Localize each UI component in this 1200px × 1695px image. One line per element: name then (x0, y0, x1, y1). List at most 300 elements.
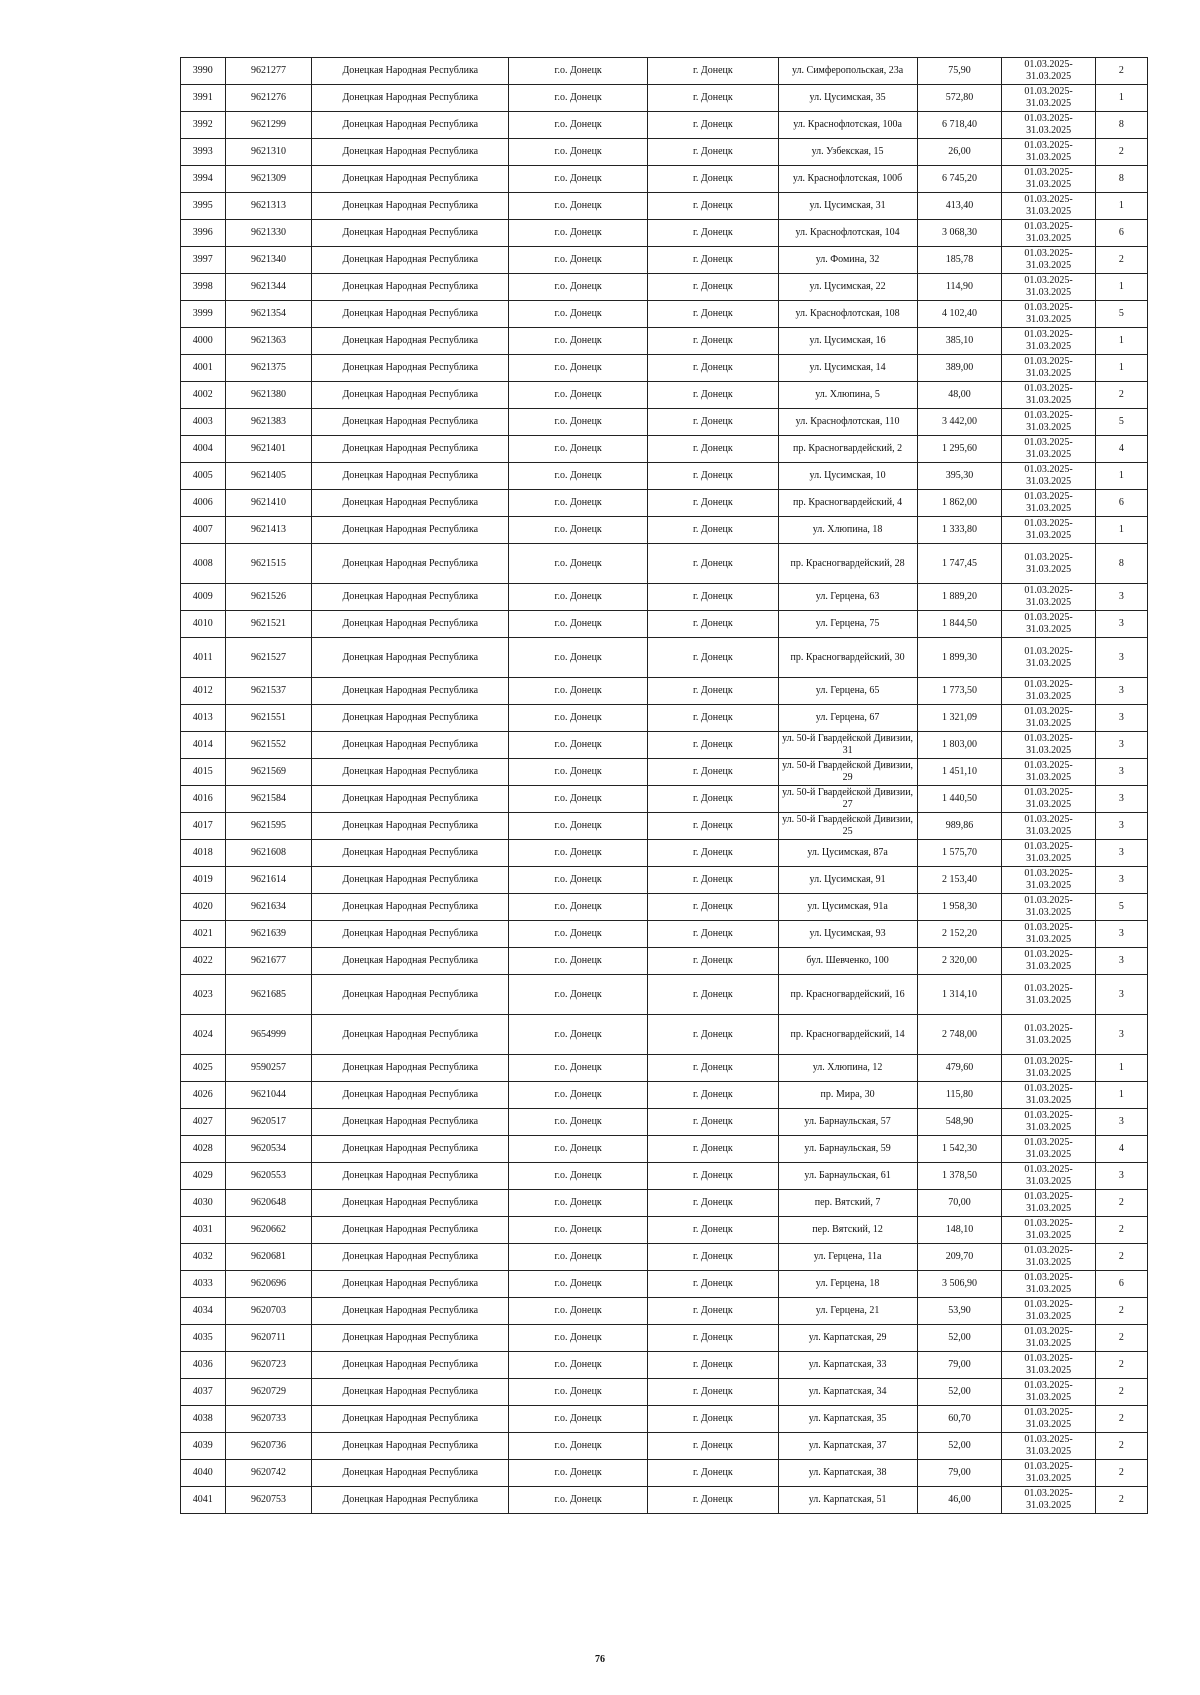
table-row (181, 409, 1148, 436)
count-cell: 4 (1095, 1136, 1147, 1163)
row-number-cell: 4000 (181, 328, 226, 355)
count-cell: 6 (1095, 220, 1147, 247)
object-id-cell: 9621685 (225, 975, 312, 1015)
area-cell: 2 153,40 (917, 867, 1002, 894)
table-row (181, 948, 1148, 975)
period-cell: 01.03.2025- 31.03.2025 (1002, 975, 1095, 1015)
period-cell: 01.03.2025- 31.03.2025 (1002, 1109, 1095, 1136)
object-id-cell: 9620517 (225, 1109, 312, 1136)
table-row (181, 490, 1148, 517)
region-cell: Донецкая Народная Республика (312, 463, 509, 490)
object-id-cell: 9621363 (225, 328, 312, 355)
period-cell: 01.03.2025- 31.03.2025 (1002, 58, 1095, 85)
period-cell: 01.03.2025- 31.03.2025 (1002, 382, 1095, 409)
area-cell: 52,00 (917, 1379, 1002, 1406)
address-cell: ул. Карпатская, 38 (778, 1460, 917, 1487)
district-cell: г.о. Донецк (509, 1244, 648, 1271)
period-cell: 01.03.2025- 31.03.2025 (1002, 1433, 1095, 1460)
region-cell: Донецкая Народная Республика (312, 1244, 509, 1271)
row-number-cell: 4041 (181, 1487, 226, 1514)
city-cell: г. Донецк (648, 58, 778, 85)
city-cell: г. Донецк (648, 948, 778, 975)
object-id-cell: 9621405 (225, 463, 312, 490)
area-cell: 52,00 (917, 1325, 1002, 1352)
table-row (181, 193, 1148, 220)
region-cell: Донецкая Народная Республика (312, 1487, 509, 1514)
count-cell: 2 (1095, 1298, 1147, 1325)
period-cell: 01.03.2025- 31.03.2025 (1002, 894, 1095, 921)
row-number-cell: 4012 (181, 678, 226, 705)
object-id-cell: 9621608 (225, 840, 312, 867)
address-cell: пр. Красногвардейский, 30 (778, 638, 917, 678)
period-cell: 01.03.2025- 31.03.2025 (1002, 1298, 1095, 1325)
count-cell: 1 (1095, 274, 1147, 301)
count-cell: 1 (1095, 463, 1147, 490)
city-cell: г. Донецк (648, 382, 778, 409)
area-cell: 1 314,10 (917, 975, 1002, 1015)
region-cell: Донецкая Народная Республика (312, 813, 509, 840)
area-cell: 52,00 (917, 1433, 1002, 1460)
object-id-cell: 9620662 (225, 1217, 312, 1244)
period-cell: 01.03.2025- 31.03.2025 (1002, 409, 1095, 436)
table-row (181, 1487, 1148, 1514)
table-row (181, 584, 1148, 611)
region-cell: Донецкая Народная Республика (312, 948, 509, 975)
city-cell: г. Донецк (648, 1406, 778, 1433)
district-cell: г.о. Донецк (509, 705, 648, 732)
district-cell: г.о. Донецк (509, 1271, 648, 1298)
period-cell: 01.03.2025- 31.03.2025 (1002, 1406, 1095, 1433)
table-row (181, 638, 1148, 678)
object-id-cell: 9621309 (225, 166, 312, 193)
area-cell: 1 773,50 (917, 678, 1002, 705)
address-cell: ул. Цусимская, 10 (778, 463, 917, 490)
region-cell: Донецкая Народная Республика (312, 220, 509, 247)
property-table (180, 57, 1148, 1514)
area-cell: 1 862,00 (917, 490, 1002, 517)
district-cell: г.о. Донецк (509, 490, 648, 517)
district-cell: г.о. Донецк (509, 1190, 648, 1217)
district-cell: г.о. Донецк (509, 247, 648, 274)
object-id-cell: 9620681 (225, 1244, 312, 1271)
object-id-cell: 9621340 (225, 247, 312, 274)
city-cell: г. Донецк (648, 1271, 778, 1298)
region-cell: Донецкая Народная Республика (312, 58, 509, 85)
area-cell: 1 889,20 (917, 584, 1002, 611)
count-cell: 3 (1095, 1163, 1147, 1190)
city-cell: г. Донецк (648, 1433, 778, 1460)
address-cell: ул. Хлюпина, 12 (778, 1055, 917, 1082)
table-row (181, 1352, 1148, 1379)
count-cell: 4 (1095, 436, 1147, 463)
row-number-cell: 4010 (181, 611, 226, 638)
city-cell: г. Донецк (648, 193, 778, 220)
row-number-cell: 4022 (181, 948, 226, 975)
object-id-cell: 9621410 (225, 490, 312, 517)
count-cell: 8 (1095, 544, 1147, 584)
district-cell: г.о. Донецк (509, 611, 648, 638)
row-number-cell: 4004 (181, 436, 226, 463)
count-cell: 1 (1095, 517, 1147, 544)
address-cell: пер. Вятский, 7 (778, 1190, 917, 1217)
city-cell: г. Донецк (648, 85, 778, 112)
region-cell: Донецкая Народная Республика (312, 193, 509, 220)
row-number-cell: 4028 (181, 1136, 226, 1163)
district-cell: г.о. Донецк (509, 867, 648, 894)
district-cell: г.о. Донецк (509, 1217, 648, 1244)
region-cell: Донецкая Народная Республика (312, 409, 509, 436)
area-cell: 79,00 (917, 1460, 1002, 1487)
city-cell: г. Донецк (648, 247, 778, 274)
period-cell: 01.03.2025- 31.03.2025 (1002, 1136, 1095, 1163)
district-cell: г.о. Донецк (509, 1433, 648, 1460)
region-cell: Донецкая Народная Республика (312, 112, 509, 139)
object-id-cell: 9620703 (225, 1298, 312, 1325)
district-cell: г.о. Донецк (509, 409, 648, 436)
table-row (181, 1190, 1148, 1217)
count-cell: 2 (1095, 1406, 1147, 1433)
period-cell: 01.03.2025- 31.03.2025 (1002, 112, 1095, 139)
period-cell: 01.03.2025- 31.03.2025 (1002, 867, 1095, 894)
count-cell: 2 (1095, 58, 1147, 85)
city-cell: г. Донецк (648, 1136, 778, 1163)
object-id-cell: 9621569 (225, 759, 312, 786)
object-id-cell: 9620729 (225, 1379, 312, 1406)
object-id-cell: 9621584 (225, 786, 312, 813)
area-cell: 70,00 (917, 1190, 1002, 1217)
count-cell: 1 (1095, 355, 1147, 382)
district-cell: г.о. Донецк (509, 921, 648, 948)
count-cell: 5 (1095, 409, 1147, 436)
row-number-cell: 4037 (181, 1379, 226, 1406)
object-id-cell: 9621515 (225, 544, 312, 584)
district-cell: г.о. Донецк (509, 1352, 648, 1379)
area-cell: 2 320,00 (917, 948, 1002, 975)
period-cell: 01.03.2025- 31.03.2025 (1002, 166, 1095, 193)
table-row (181, 301, 1148, 328)
period-cell: 01.03.2025- 31.03.2025 (1002, 1082, 1095, 1109)
region-cell: Донецкая Народная Республика (312, 301, 509, 328)
period-cell: 01.03.2025- 31.03.2025 (1002, 1190, 1095, 1217)
city-cell: г. Донецк (648, 759, 778, 786)
region-cell: Донецкая Народная Республика (312, 1460, 509, 1487)
period-cell: 01.03.2025- 31.03.2025 (1002, 247, 1095, 274)
count-cell: 3 (1095, 1109, 1147, 1136)
period-cell: 01.03.2025- 31.03.2025 (1002, 638, 1095, 678)
object-id-cell: 9654999 (225, 1015, 312, 1055)
row-number-cell: 4007 (181, 517, 226, 544)
count-cell: 3 (1095, 948, 1147, 975)
district-cell: г.о. Донецк (509, 517, 648, 544)
district-cell: г.о. Донецк (509, 1487, 648, 1514)
period-cell: 01.03.2025- 31.03.2025 (1002, 193, 1095, 220)
table-row (181, 1109, 1148, 1136)
address-cell: ул. Герцена, 67 (778, 705, 917, 732)
count-cell: 2 (1095, 1433, 1147, 1460)
city-cell: г. Донецк (648, 328, 778, 355)
count-cell: 2 (1095, 1244, 1147, 1271)
city-cell: г. Донецк (648, 921, 778, 948)
count-cell: 6 (1095, 1271, 1147, 1298)
table-row (181, 1163, 1148, 1190)
area-cell: 6 745,20 (917, 166, 1002, 193)
count-cell: 3 (1095, 975, 1147, 1015)
area-cell: 48,00 (917, 382, 1002, 409)
address-cell: ул. Герцена, 75 (778, 611, 917, 638)
address-cell: ул. Герцена, 21 (778, 1298, 917, 1325)
district-cell: г.о. Донецк (509, 786, 648, 813)
address-cell: ул. Карпатская, 33 (778, 1352, 917, 1379)
district-cell: г.о. Донецк (509, 813, 648, 840)
row-number-cell: 4002 (181, 382, 226, 409)
region-cell: Донецкая Народная Республика (312, 678, 509, 705)
table-row (181, 274, 1148, 301)
table-row (181, 1325, 1148, 1352)
district-cell: г.о. Донецк (509, 1325, 648, 1352)
area-cell: 1 321,09 (917, 705, 1002, 732)
object-id-cell: 9621401 (225, 436, 312, 463)
district-cell: г.о. Донецк (509, 732, 648, 759)
table-row (181, 436, 1148, 463)
period-cell: 01.03.2025- 31.03.2025 (1002, 840, 1095, 867)
table-row (181, 611, 1148, 638)
district-cell: г.о. Донецк (509, 1082, 648, 1109)
address-cell: ул. Цусимская, 14 (778, 355, 917, 382)
table-row (181, 139, 1148, 166)
address-cell: ул. Узбекская, 15 (778, 139, 917, 166)
city-cell: г. Донецк (648, 786, 778, 813)
address-cell: ул. Краснофлотская, 108 (778, 301, 917, 328)
region-cell: Донецкая Народная Республика (312, 85, 509, 112)
address-cell: ул. Герцена, 63 (778, 584, 917, 611)
period-cell: 01.03.2025- 31.03.2025 (1002, 1015, 1095, 1055)
area-cell: 1 378,50 (917, 1163, 1002, 1190)
object-id-cell: 9621375 (225, 355, 312, 382)
city-cell: г. Донецк (648, 1190, 778, 1217)
address-cell: ул. Краснофлотская, 110 (778, 409, 917, 436)
row-number-cell: 3991 (181, 85, 226, 112)
object-id-cell: 9621299 (225, 112, 312, 139)
address-cell: ул. Цусимская, 35 (778, 85, 917, 112)
count-cell: 2 (1095, 1487, 1147, 1514)
count-cell: 1 (1095, 85, 1147, 112)
district-cell: г.о. Донецк (509, 1298, 648, 1325)
object-id-cell: 9621639 (225, 921, 312, 948)
address-cell: ул. Фомина, 32 (778, 247, 917, 274)
city-cell: г. Донецк (648, 301, 778, 328)
table-body (181, 58, 1148, 1514)
region-cell: Донецкая Народная Республика (312, 1136, 509, 1163)
district-cell: г.о. Донецк (509, 58, 648, 85)
count-cell: 3 (1095, 786, 1147, 813)
region-cell: Донецкая Народная Республика (312, 490, 509, 517)
count-cell: 2 (1095, 139, 1147, 166)
address-cell: ул. 50-й Гвардейской Дивизии, 27 (778, 786, 917, 813)
address-cell: ул. Хлюпина, 5 (778, 382, 917, 409)
table-row (181, 1055, 1148, 1082)
city-cell: г. Донецк (648, 409, 778, 436)
period-cell: 01.03.2025- 31.03.2025 (1002, 1163, 1095, 1190)
area-cell: 548,90 (917, 1109, 1002, 1136)
count-cell: 2 (1095, 1460, 1147, 1487)
count-cell: 8 (1095, 112, 1147, 139)
object-id-cell: 9621551 (225, 705, 312, 732)
row-number-cell: 4032 (181, 1244, 226, 1271)
object-id-cell: 9621310 (225, 139, 312, 166)
row-number-cell: 4023 (181, 975, 226, 1015)
district-cell: г.о. Донецк (509, 1055, 648, 1082)
address-cell: ул. Карпатская, 35 (778, 1406, 917, 1433)
object-id-cell: 9621614 (225, 867, 312, 894)
city-cell: г. Донецк (648, 1352, 778, 1379)
object-id-cell: 9620648 (225, 1190, 312, 1217)
page-number: 76 (595, 1654, 605, 1665)
table-row (181, 1015, 1148, 1055)
region-cell: Донецкая Народная Республика (312, 517, 509, 544)
district-cell: г.о. Донецк (509, 274, 648, 301)
region-cell: Донецкая Народная Республика (312, 247, 509, 274)
object-id-cell: 9620534 (225, 1136, 312, 1163)
city-cell: г. Донецк (648, 867, 778, 894)
city-cell: г. Донецк (648, 139, 778, 166)
count-cell: 1 (1095, 1082, 1147, 1109)
area-cell: 395,30 (917, 463, 1002, 490)
table-row (181, 1244, 1148, 1271)
district-cell: г.о. Донецк (509, 112, 648, 139)
row-number-cell: 4017 (181, 813, 226, 840)
area-cell: 75,90 (917, 58, 1002, 85)
region-cell: Донецкая Народная Республика (312, 1082, 509, 1109)
district-cell: г.о. Донецк (509, 355, 648, 382)
table-row (181, 894, 1148, 921)
object-id-cell: 9621380 (225, 382, 312, 409)
count-cell: 3 (1095, 678, 1147, 705)
address-cell: ул. Герцена, 65 (778, 678, 917, 705)
row-number-cell: 4015 (181, 759, 226, 786)
region-cell: Донецкая Народная Республика (312, 1379, 509, 1406)
table-row (181, 112, 1148, 139)
district-cell: г.о. Донецк (509, 638, 648, 678)
area-cell: 3 506,90 (917, 1271, 1002, 1298)
district-cell: г.о. Донецк (509, 1136, 648, 1163)
table-row (181, 840, 1148, 867)
row-number-cell: 4031 (181, 1217, 226, 1244)
region-cell: Донецкая Народная Республика (312, 1217, 509, 1244)
table-row (181, 1379, 1148, 1406)
row-number-cell: 4011 (181, 638, 226, 678)
area-cell: 989,86 (917, 813, 1002, 840)
count-cell: 1 (1095, 1055, 1147, 1082)
city-cell: г. Донецк (648, 1082, 778, 1109)
district-cell: г.о. Донецк (509, 584, 648, 611)
count-cell: 2 (1095, 382, 1147, 409)
city-cell: г. Донецк (648, 638, 778, 678)
table-row (181, 517, 1148, 544)
district-cell: г.о. Донецк (509, 328, 648, 355)
table-row (181, 813, 1148, 840)
city-cell: г. Донецк (648, 975, 778, 1015)
row-number-cell: 4029 (181, 1163, 226, 1190)
address-cell: ул. Карпатская, 29 (778, 1325, 917, 1352)
table-row (181, 1136, 1148, 1163)
area-cell: 389,00 (917, 355, 1002, 382)
area-cell: 209,70 (917, 1244, 1002, 1271)
area-cell: 1 451,10 (917, 759, 1002, 786)
area-cell: 60,70 (917, 1406, 1002, 1433)
object-id-cell: 9621527 (225, 638, 312, 678)
row-number-cell: 3996 (181, 220, 226, 247)
row-number-cell: 4021 (181, 921, 226, 948)
table-row (181, 58, 1148, 85)
address-cell: ул. Краснофлотская, 104 (778, 220, 917, 247)
region-cell: Донецкая Народная Республика (312, 638, 509, 678)
district-cell: г.о. Донецк (509, 975, 648, 1015)
area-cell: 1 844,50 (917, 611, 1002, 638)
object-id-cell: 9621595 (225, 813, 312, 840)
area-cell: 114,90 (917, 274, 1002, 301)
row-number-cell: 4027 (181, 1109, 226, 1136)
row-number-cell: 4006 (181, 490, 226, 517)
area-cell: 6 718,40 (917, 112, 1002, 139)
period-cell: 01.03.2025- 31.03.2025 (1002, 786, 1095, 813)
address-cell: ул. Карпатская, 34 (778, 1379, 917, 1406)
object-id-cell: 9621413 (225, 517, 312, 544)
row-number-cell: 3997 (181, 247, 226, 274)
district-cell: г.о. Донецк (509, 948, 648, 975)
period-cell: 01.03.2025- 31.03.2025 (1002, 274, 1095, 301)
period-cell: 01.03.2025- 31.03.2025 (1002, 1055, 1095, 1082)
area-cell: 1 899,30 (917, 638, 1002, 678)
area-cell: 1 542,30 (917, 1136, 1002, 1163)
period-cell: 01.03.2025- 31.03.2025 (1002, 1487, 1095, 1514)
city-cell: г. Донецк (648, 1298, 778, 1325)
region-cell: Донецкая Народная Республика (312, 544, 509, 584)
address-cell: ул. Цусимская, 31 (778, 193, 917, 220)
period-cell: 01.03.2025- 31.03.2025 (1002, 678, 1095, 705)
region-cell: Донецкая Народная Республика (312, 1298, 509, 1325)
period-cell: 01.03.2025- 31.03.2025 (1002, 490, 1095, 517)
address-cell: ул. 50-й Гвардейской Дивизии, 31 (778, 732, 917, 759)
area-cell: 185,78 (917, 247, 1002, 274)
object-id-cell: 9621526 (225, 584, 312, 611)
city-cell: г. Донецк (648, 1325, 778, 1352)
address-cell: пр. Красногвардейский, 4 (778, 490, 917, 517)
period-cell: 01.03.2025- 31.03.2025 (1002, 436, 1095, 463)
row-number-cell: 4035 (181, 1325, 226, 1352)
object-id-cell: 9620733 (225, 1406, 312, 1433)
city-cell: г. Донецк (648, 274, 778, 301)
count-cell: 5 (1095, 301, 1147, 328)
object-id-cell: 9620736 (225, 1433, 312, 1460)
district-cell: г.о. Донецк (509, 1015, 648, 1055)
city-cell: г. Донецк (648, 1163, 778, 1190)
period-cell: 01.03.2025- 31.03.2025 (1002, 355, 1095, 382)
district-cell: г.о. Донецк (509, 1109, 648, 1136)
count-cell: 3 (1095, 705, 1147, 732)
object-id-cell: 9621344 (225, 274, 312, 301)
period-cell: 01.03.2025- 31.03.2025 (1002, 584, 1095, 611)
table-row (181, 975, 1148, 1015)
area-cell: 148,10 (917, 1217, 1002, 1244)
count-cell: 2 (1095, 1379, 1147, 1406)
district-cell: г.о. Донецк (509, 678, 648, 705)
table-row (181, 786, 1148, 813)
period-cell: 01.03.2025- 31.03.2025 (1002, 328, 1095, 355)
object-id-cell: 9621521 (225, 611, 312, 638)
district-cell: г.о. Донецк (509, 382, 648, 409)
city-cell: г. Донецк (648, 611, 778, 638)
table-row (181, 867, 1148, 894)
